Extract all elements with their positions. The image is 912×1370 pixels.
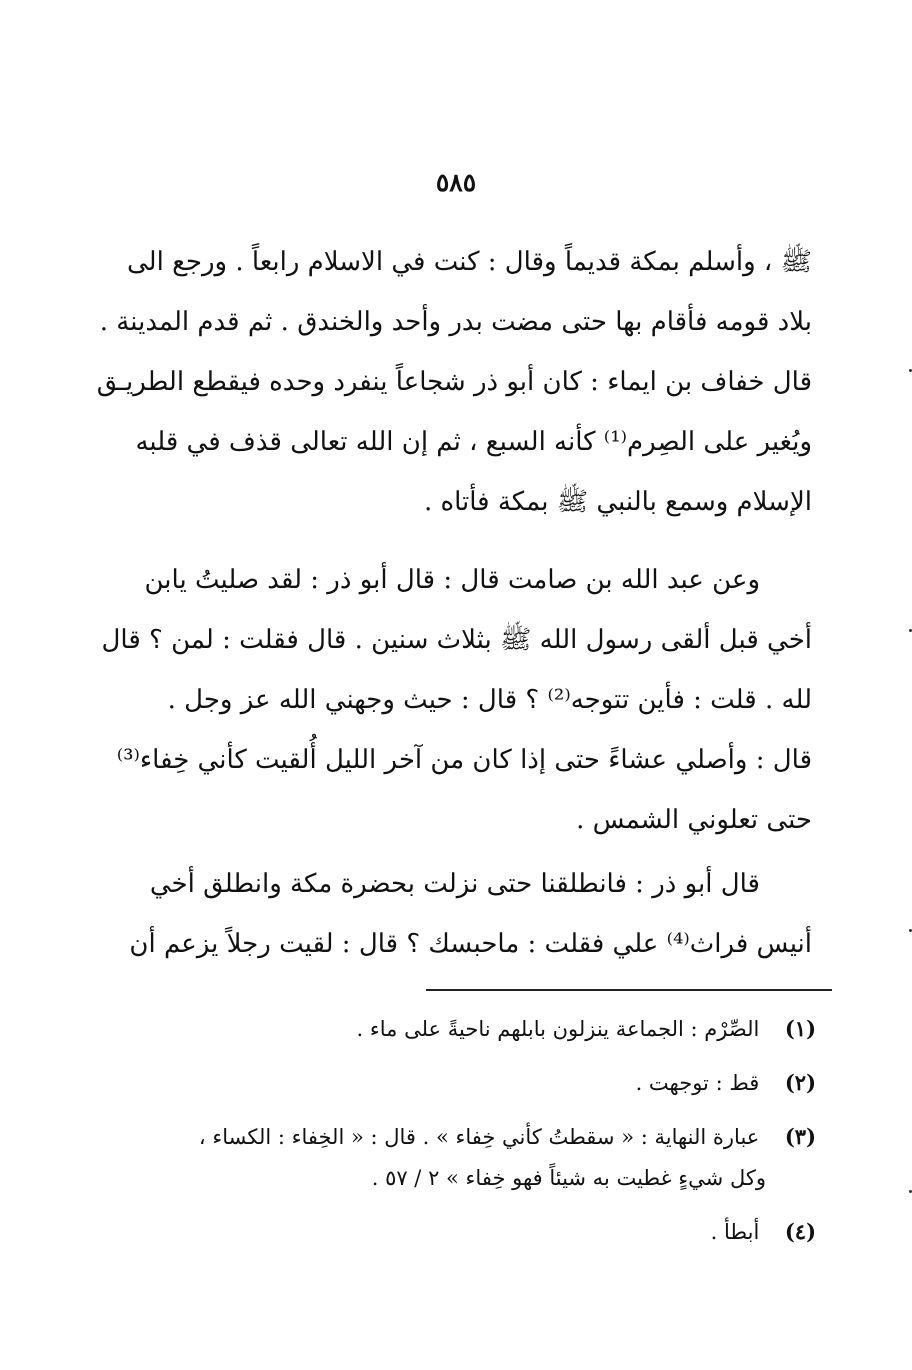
footnotes [110,1008,816,1265]
paragraph-line: قال خفاف بن ايماء : كان أبو ذر شجاعاً ينفرد وحده فيقطع الطريـق [96,367,812,397]
paragraph-line: لله . قلت : فأين تتوجه⁽²⁾ ؟ قال : حيث وجهني الله عز وجل . [167,685,812,715]
paragraph-line: الإسلام وسمع بالنبي ﷺ بمكة فأتاه . [423,487,812,517]
paragraph-line: وعن عبد الله بن صامت قال : قال أبو ذر : لقد صليتُ يابن [144,565,760,595]
page-number: ٥٨٥ [435,168,477,197]
footnote-continuation: وكل شيءٍ غطيت به شيئاً فهو خِفاء » ٢ / ٥٧ . [371,1166,766,1190]
footnote-text: أبطأ . [710,1220,760,1244]
paragraph-3 [122,854,812,974]
footnote-2 [110,1062,816,1104]
footnote-number: (٣) [784,1124,816,1149]
footnote-separator [426,989,832,991]
footnote-number: (١) [784,1016,816,1041]
footnote-number: (٢) [784,1070,816,1095]
paragraph-1 [96,232,812,532]
paragraph-line: ﷺ ، وأسلم بمكة قديماً وقال : كنت في الاسلام رابعاً . ورجع الى [127,247,812,277]
footnote-text: قط : توجهت . [635,1071,760,1095]
paragraph-line: قال : وأصلي عشاءً حتى إذا كان من آخر الليل أُلقيت كأني خِفاء⁽³⁾ [116,745,812,775]
footnote-4 [110,1211,816,1253]
footnote-number: (٤) [784,1219,816,1244]
footnote-text: الصِّرْم : الجماعة ينزلون بابلهم ناحيةً على ماء . [356,1017,760,1041]
footnote-text: عبارة النهاية : « سقطتُ كأني خِفاء » . قال : « الخِفاء : الكساء ، [198,1125,760,1149]
paragraph-2 [101,550,812,850]
paragraph-line: قال أبو ذر : فانطلقنا حتى نزلت بحضرة مكة وانطلق أخي [149,869,760,899]
paragraph-line: ويُغير على الصِرم⁽¹⁾ كأنه السبع ، ثم إن الله تعالى قذف في قلبه [135,427,812,457]
paragraph-line: أنيس فراث⁽⁴⁾ علي فقلت : ماحبسك ؟ قال : لقيت رجلاً يزعم أن [129,929,812,959]
paragraph-line: بلاد قومه فأقام بها حتى مضت بدر وأحد والخندق . ثم قدم المدينة . [99,307,812,337]
footnote-3 [110,1116,816,1199]
paragraph-line: أخي قبل ألقى رسول الله ﷺ بثلاث سنين . قال فقلت : لمن ؟ قال [101,625,812,655]
paragraph-line: حتى تعلوني الشمس . [576,805,812,835]
footnote-1 [110,1008,816,1050]
